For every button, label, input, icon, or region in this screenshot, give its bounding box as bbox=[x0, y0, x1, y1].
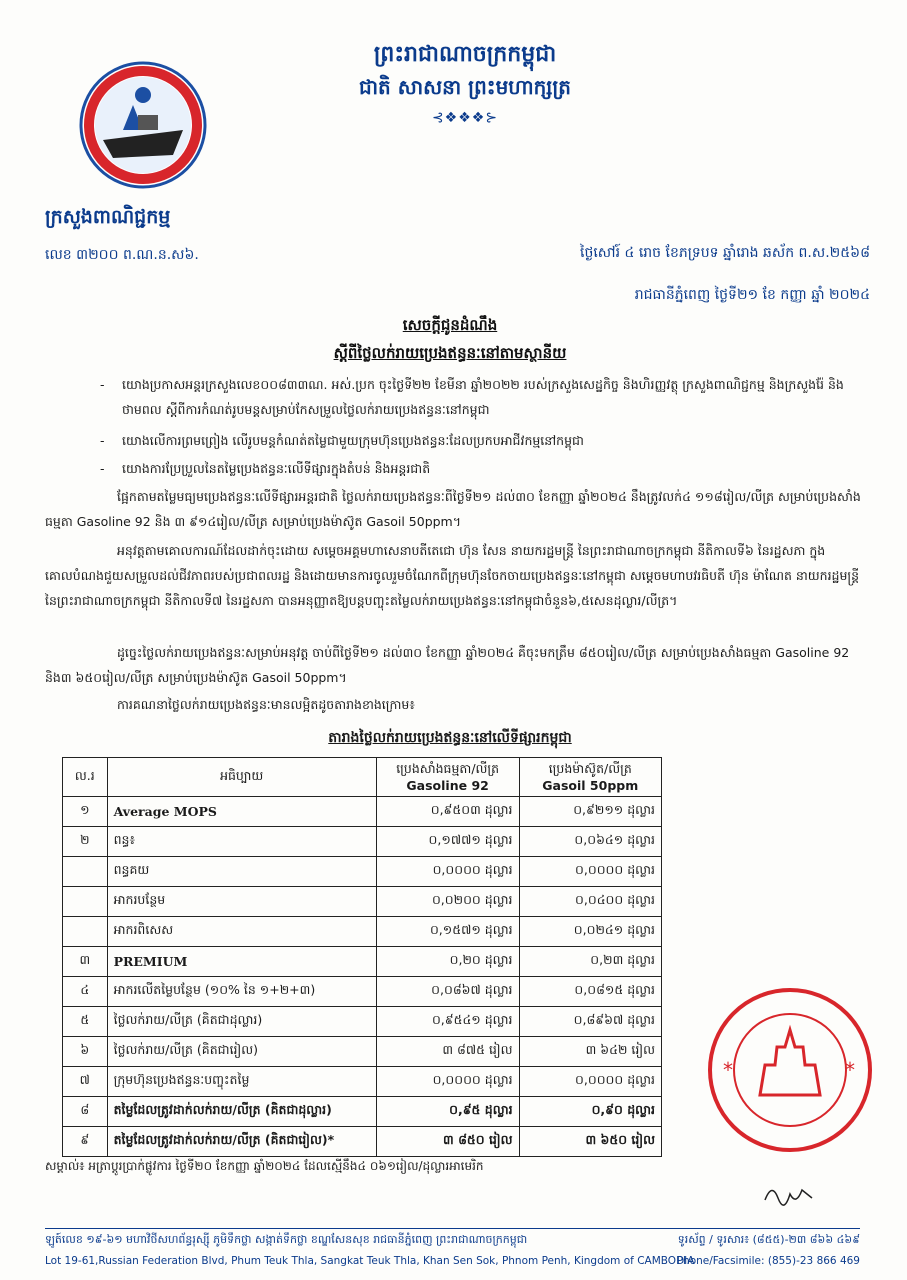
row-no bbox=[63, 857, 108, 887]
row-desc: ពន្ធ៖ bbox=[107, 827, 376, 857]
row-gasoline: ០,០០០០ ដុល្លារ bbox=[376, 857, 519, 887]
ornament-divider: ⊰❖❖❖⊱ bbox=[431, 110, 499, 126]
row-no: ៥ bbox=[63, 1007, 108, 1037]
footer-divider bbox=[45, 1228, 860, 1229]
row-gasoil: ០,០៤០០ ដុល្លារ bbox=[519, 887, 661, 917]
bullet-item: - យោងប្រកាសអន្តរក្រសួងលេខ០០៨៣៣ណ. អស់.ប្រក ចុះថ្ងៃទី២២ ខែមីនា ឆ្នាំ២០២២ របស់ក្រសួងសេដ្ឋកិច្ច និងហិរញ្ញវត្ថុ ក្រសួងពាណិជ្ជកម្ម និងក្រសួងរ៉ែ និងថាមពល ស្តីពីការកំណត់រូបមន្តសម្រាប់កែសម្រួលថ្លៃលក់រាយប្រេងឥន្ធនៈនៅកម្ពុជា bbox=[100, 372, 870, 422]
header-gasoil-en: Gasoil 50ppm bbox=[542, 778, 639, 793]
footer-phone-en: Phone/Facsimile: (855)-23 866 469 bbox=[676, 1255, 860, 1267]
row-gasoline: ៣ ៨៥០ រៀល bbox=[376, 1127, 519, 1157]
row-desc: អាករពិសេស bbox=[107, 917, 376, 947]
footer-address-km: ឡូត៍លេខ ១៩-៦១ មហាវិថីសហព័ន្ធរុស្ស៊ី ភូមិទឹកថ្លា សង្កាត់ទឹកថ្លា ខណ្ឌសែនសុខ រាជធានីភ្នំពេញ ព្រះរាជាណាចក្រកម្ពុជា bbox=[45, 1233, 528, 1246]
row-gasoline: ០,១៥៧១ ដុល្លារ bbox=[376, 917, 519, 947]
fuel-price-table bbox=[62, 757, 662, 1157]
row-no: ៨ bbox=[63, 1097, 108, 1127]
row-no: ៤ bbox=[63, 977, 108, 1007]
paragraph-final-price: ដូច្នេះថ្លៃលក់រាយប្រេងឥន្ធនៈសម្រាប់អនុវត្ត ចាប់ពីថ្ងៃទី២១ ដល់៣០ ខែកញ្ញា ឆ្នាំ២០២៤ គឺចុះមកត្រឹម ៨៥០រៀល/លីត្រ សម្រាប់ប្រេងសាំងធម្មតា Gasoline 92 និង៣ ៦៥០រៀល/លីត្រ សម្រាប់ប្រេងម៉ាស៊ូត Gasoil 50ppm។ bbox=[45, 645, 850, 685]
row-desc: ថ្លៃលក់រាយ/លីត្រ (គិតជារៀល) bbox=[107, 1037, 376, 1067]
table-title: តារាងថ្លៃលក់រាយប្រេងឥន្ធនៈនៅលើទីផ្សារកម្ពុជា bbox=[328, 730, 572, 746]
row-gasoil: ០,០០០០ ដុល្លារ bbox=[519, 857, 661, 887]
kingdom-title: ព្រះរាជាណាចក្រកម្ពុជា bbox=[373, 41, 557, 67]
header-gasoil bbox=[519, 758, 661, 797]
row-gasoil: ០,៩២១១ ដុល្លារ bbox=[519, 797, 661, 827]
table-header-row bbox=[63, 758, 662, 797]
row-gasoline: ០,០៨៦៧ ដុល្លារ bbox=[376, 977, 519, 1007]
header-desc: អធិប្បាយ bbox=[107, 758, 376, 797]
reference-number: លេខ ៣២០០ ព.ណ.ន.ស៦. bbox=[45, 247, 199, 263]
table-row bbox=[63, 1037, 662, 1067]
row-gasoline: ៣ ៨៧៥ រៀល bbox=[376, 1037, 519, 1067]
city-date: រាជធានីភ្នំពេញ ថ្ងៃទី២១ ខែ កញ្ញា ឆ្នាំ ២០២៤ bbox=[634, 287, 870, 303]
header-gasoline bbox=[376, 758, 519, 797]
row-desc: អាករបន្ថែម bbox=[107, 887, 376, 917]
footer-phone-km: ទូរស័ព្ទ / ទូរសារ៖ (៨៥៥)-២៣ ៨៦៦ ៤៦៩ bbox=[677, 1233, 860, 1246]
row-gasoline: ០,២០ ដុល្លារ bbox=[376, 947, 519, 977]
table-row bbox=[63, 857, 662, 887]
table-row bbox=[63, 797, 662, 827]
row-gasoline: ០,០០០០ ដុល្លារ bbox=[376, 1067, 519, 1097]
notice-heading: សេចក្តីជូនដំណឹង bbox=[402, 316, 498, 334]
exchange-rate-note: សម្គាល់៖ អត្រាប្តូរប្រាក់ផ្លូវការ ថ្ងៃទី២០ ខែកញ្ញា ឆ្នាំ២០២៤ ដែលស្មើនឹង៤ ០៦១រៀល/ដុល្លារអាមេរិក bbox=[45, 1159, 484, 1173]
row-gasoil: ៣ ៦៤២ រៀល bbox=[519, 1037, 661, 1067]
table-row bbox=[63, 1007, 662, 1037]
footer-en bbox=[45, 1255, 860, 1267]
row-gasoline: ០,៩៥៤១ ដុល្លារ bbox=[376, 1007, 519, 1037]
row-gasoil: ០,០២៤១ ដុល្លារ bbox=[519, 917, 661, 947]
row-gasoil: ០,៩០ ដុល្លារ bbox=[519, 1097, 661, 1127]
row-no bbox=[63, 917, 108, 947]
signature bbox=[760, 1180, 820, 1210]
header-no: ល.រ bbox=[63, 758, 108, 797]
bullet-text: យោងការប្រែប្រួលនៃតម្លៃប្រេងឥន្ធនៈលើទីផ្សារក្នុងតំបន់ និងអន្តរជាតិ bbox=[122, 461, 431, 476]
svg-text:*: * bbox=[723, 1058, 733, 1082]
row-gasoil: ០,០០០០ ដុល្លារ bbox=[519, 1067, 661, 1097]
lunar-date: ថ្ងៃសៅរ៍ ៤ រោច ខែភទ្របទ ឆ្នាំរោង ឆស័ក ព.ស.២៥៦៨ bbox=[580, 245, 870, 261]
table-row bbox=[63, 947, 662, 977]
row-gasoil: ០,៨៩៦៧ ដុល្លារ bbox=[519, 1007, 661, 1037]
row-gasoil: ០,០៨១៥ ដុល្លារ bbox=[519, 977, 661, 1007]
table-row bbox=[63, 917, 662, 947]
row-desc: PREMIUM bbox=[107, 947, 376, 977]
table-row bbox=[63, 887, 662, 917]
row-desc: តម្លៃដែលត្រូវដាក់លក់រាយ/លីត្រ (គិតជារៀល)* bbox=[107, 1127, 376, 1157]
row-no: ៩ bbox=[63, 1127, 108, 1157]
row-no: ២ bbox=[63, 827, 108, 857]
footer-km bbox=[45, 1233, 860, 1249]
row-gasoline: ០,៩៥ ដុល្លារ bbox=[376, 1097, 519, 1127]
paragraph-table-intro: ការគណនាថ្លៃលក់រាយប្រេងឥន្ធនៈមានលម្អិតដូចតារាងខាងក្រោម៖ bbox=[117, 697, 415, 712]
row-gasoil: ០,០៦៤១ ដុល្លារ bbox=[519, 827, 661, 857]
footer-address-en: Lot 19-61,Russian Federation Blvd, Phum Teuk Thla, Sangkat Teuk Thla, Khan Sen Sok, Phnom Penh, Kingdom of CAMBODIA bbox=[45, 1255, 695, 1267]
row-desc: ក្រុមហ៊ុនប្រេងឥន្ធនៈបញ្ចុះតម្លៃ bbox=[107, 1067, 376, 1097]
row-desc: Average MOPS bbox=[107, 797, 376, 827]
national-motto: ជាតិ សាសនា ព្រះមហាក្សត្រ bbox=[359, 75, 571, 99]
ministry-name: ក្រសួងពាណិជ្ជកម្ម bbox=[45, 206, 171, 228]
table-row bbox=[63, 1127, 662, 1157]
table-row bbox=[63, 827, 662, 857]
row-gasoil: ៣ ៦៥០ រៀល bbox=[519, 1127, 661, 1157]
row-gasoline: ០,៩៥០៣ ដុល្លារ bbox=[376, 797, 519, 827]
row-desc: អាករលើតម្លៃបន្ថែម (១០% នៃ ១+២+៣) bbox=[107, 977, 376, 1007]
table-row bbox=[63, 977, 662, 1007]
bullet-item: - យោងលើការព្រមព្រៀង លើរូបមន្តកំណត់តម្លៃជាមួយក្រុមហ៊ុនប្រេងឥន្ធនៈដែលប្រកបអាជីវកម្មនៅកម្ពុជា bbox=[100, 428, 870, 453]
row-no bbox=[63, 887, 108, 917]
row-no: ៦ bbox=[63, 1037, 108, 1067]
paragraph-discount-policy: អនុវត្តតាមគោលការណ៍ដែលដាក់ចុះដោយ សម្តេចអគ្គមហាសេនាបតីតេជោ ហ៊ុន សែន នាយករដ្ឋមន្ត្រី នៃព្រះរាជាណាចក្រកម្ពុជា នីតិកាលទី៦ នៃរដ្ឋសភា ក្នុងគោលបំណងជួយសម្រួលដល់ជីវភាពរបស់ប្រជាពលរដ្ឋ និងដោយមានការចូលរួមចំណែកពីក្រុមហ៊ុនចែកចាយប្រេងឥន្ធនៈនៅកម្ពុជា សម្តេចមហាបវរធិបតី ហ៊ុន ម៉ាណែត នាយករដ្ឋមន្ត្រី នៃព្រះរាជាណាចក្រកម្ពុជា នីតិកាលទី៧ នៃរដ្ឋសភា បានអនុញ្ញាតឱ្យបន្តបញ្ចុះតម្លៃលក់រាយប្រេងឥន្ធនៈនៅកម្ពុជាចំនួន៦,៥សេនដុល្លារ/លីត្រ។ bbox=[45, 543, 860, 608]
notice-subject: ស្តីពីថ្លៃលក់រាយប្រេងឥន្ធនៈនៅតាមស្ថានីយ bbox=[333, 344, 567, 362]
paragraph-market-price: ផ្អែកតាមតម្លៃមធ្យមប្រេងឥន្ធនៈលើទីផ្សារអន្តរជាតិ ថ្លៃលក់រាយប្រេងឥន្ធនៈពីថ្ងៃទី២១ ដល់៣០ ខែកញ្ញា ឆ្នាំ២០២៤ នឹងត្រូវលក់៤ ១១៨រៀល/លីត្រ សម្រាប់ប្រេងសាំងធម្មតា Gasoline 92 និង ៣ ៩១៤រៀល/លីត្រ សម្រាប់ប្រេងម៉ាស៊ូត Gasoil 50ppm។ bbox=[45, 489, 861, 529]
row-desc: តម្លៃដែលត្រូវដាក់លក់រាយ/លីត្រ (គិតជាដុល្លារ) bbox=[107, 1097, 376, 1127]
header-gasoline-en: Gasoline 92 bbox=[406, 778, 489, 793]
row-desc: ថ្លៃលក់រាយ/លីត្រ (គិតជាដុល្លារ) bbox=[107, 1007, 376, 1037]
bullet-item: - យោងការប្រែប្រួលនៃតម្លៃប្រេងឥន្ធនៈលើទីផ្សារក្នុងតំបន់ និងអន្តរជាតិ bbox=[100, 456, 870, 481]
row-desc: ពន្ធគយ bbox=[107, 857, 376, 887]
row-gasoline: ០,១៧៧១ ដុល្លារ bbox=[376, 827, 519, 857]
header-gasoline-km: ប្រេងសាំងធម្មតា/លីត្រ bbox=[396, 761, 500, 776]
svg-text:*: * bbox=[845, 1058, 855, 1082]
row-gasoil: ០,២៣ ដុល្លារ bbox=[519, 947, 661, 977]
row-no: ៣ bbox=[63, 947, 108, 977]
table-row bbox=[63, 1097, 662, 1127]
row-gasoline: ០,០២០០ ដុល្លារ bbox=[376, 887, 519, 917]
ministry-logo bbox=[78, 60, 208, 190]
official-stamp bbox=[705, 985, 875, 1155]
row-no: ៧ bbox=[63, 1067, 108, 1097]
table-row bbox=[63, 1067, 662, 1097]
bullet-text: យោងប្រកាសអន្តរក្រសួងលេខ០០៨៣៣ណ. អស់.ប្រក ចុះថ្ងៃទី២២ ខែមីនា ឆ្នាំ២០២២ របស់ក្រសួងសេដ្ឋកិច្ច និងហិរញ្ញវត្ថុ ក្រសួងពាណិជ្ជកម្ម និងក្រសួងរ៉ែ និងថាមពល ស្តីពីការកំណត់រូបមន្តសម្រាប់កែសម្រួលថ្លៃលក់រាយប្រេងឥន្ធនៈនៅកម្ពុជា bbox=[122, 377, 844, 417]
row-no: ១ bbox=[63, 797, 108, 827]
bullet-text: យោងលើការព្រមព្រៀង លើរូបមន្តកំណត់តម្លៃជាមួយក្រុមហ៊ុនប្រេងឥន្ធនៈដែលប្រកបអាជីវកម្មនៅកម្ពុជា bbox=[122, 433, 584, 448]
header-gasoil-km: ប្រេងម៉ាស៊ូត/លីត្រ bbox=[548, 761, 632, 776]
